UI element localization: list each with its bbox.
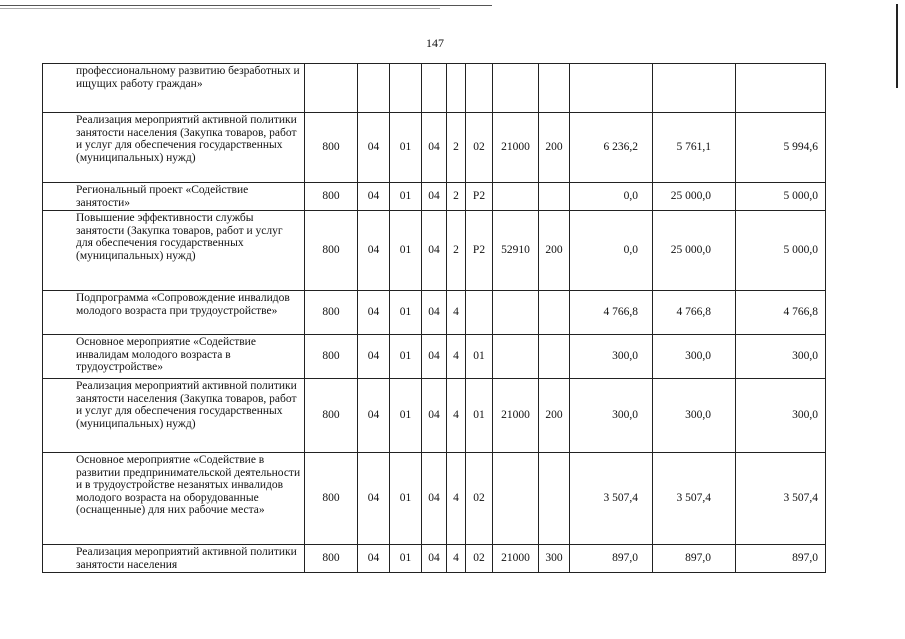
table-row [43, 291, 826, 335]
program-code: 04 [422, 211, 447, 291]
subsection-code: 01 [390, 379, 422, 453]
expense-type-code [539, 335, 570, 379]
amount-year2 [653, 64, 736, 113]
expense-type-code: 300 [539, 545, 570, 573]
amount-year2: 4 766,8 [653, 291, 736, 335]
section-code: 04 [358, 113, 390, 183]
amount-year3: 5 000,0 [736, 183, 826, 211]
amount-year3: 897,0 [736, 545, 826, 573]
amount-year3: 5 994,6 [736, 113, 826, 183]
row-description: Основное мероприятие «Содействие в развитии предпринимательской деятельности и в трудоустройстве незанятых инвалидов молодого возраста на оборудованные (оснащенные) для них рабочие места» [43, 453, 305, 545]
row-description: Реализация мероприятий активной политики занятости населения (Закупка товаров, работ и услуг для обеспечения государственных (муниципальных) нужд) [43, 113, 305, 183]
event-code: 02 [466, 113, 493, 183]
event-code: 02 [466, 453, 493, 545]
subprogram-code [447, 64, 466, 113]
subprogram-code: 4 [447, 291, 466, 335]
row-description: Реализация мероприятий активной политики занятости населения (Закупка товаров, работ и услуг для обеспечения государственных (муниципальных) нужд) [43, 379, 305, 453]
subprogram-code: 2 [447, 183, 466, 211]
amount-year1: 4 766,8 [570, 291, 653, 335]
amount-year3 [736, 64, 826, 113]
section-code [358, 64, 390, 113]
amount-year3: 300,0 [736, 379, 826, 453]
row-description: Основное мероприятие «Содействие инвалидам молодого возраста в трудоустройстве» [43, 335, 305, 379]
row-description: Региональный проект «Содействие занятости» [43, 183, 305, 211]
table-row [43, 113, 826, 183]
event-code [466, 64, 493, 113]
direction-code [493, 291, 539, 335]
admin-code: 800 [305, 335, 358, 379]
amount-year1: 897,0 [570, 545, 653, 573]
subsection-code: 01 [390, 335, 422, 379]
program-code: 04 [422, 183, 447, 211]
budget-table-body [43, 64, 826, 573]
admin-code: 800 [305, 291, 358, 335]
admin-code [305, 64, 358, 113]
program-code: 04 [422, 113, 447, 183]
row-description: Повышение эффективности службы занятости (Закупка товаров, работ и услуг для обеспечения государственных (муниципальных) нужд) [43, 211, 305, 291]
amount-year2: 300,0 [653, 335, 736, 379]
amount-year1: 300,0 [570, 335, 653, 379]
expense-type-code [539, 453, 570, 545]
amount-year2: 25 000,0 [653, 211, 736, 291]
expense-type-code: 200 [539, 113, 570, 183]
amount-year2: 3 507,4 [653, 453, 736, 545]
program-code: 04 [422, 545, 447, 573]
direction-code: 21000 [493, 379, 539, 453]
admin-code: 800 [305, 211, 358, 291]
binding-mark [896, 4, 898, 88]
amount-year2: 300,0 [653, 379, 736, 453]
event-code [466, 291, 493, 335]
subsection-code: 01 [390, 291, 422, 335]
table-row [43, 379, 826, 453]
budget-table [42, 63, 826, 573]
amount-year1: 0,0 [570, 211, 653, 291]
subprogram-code: 4 [447, 379, 466, 453]
subprogram-code: 2 [447, 211, 466, 291]
amount-year2: 897,0 [653, 545, 736, 573]
program-code: 04 [422, 335, 447, 379]
section-code: 04 [358, 291, 390, 335]
section-code: 04 [358, 335, 390, 379]
row-description: профессиональному развитию безработных и ищущих работу граждан» [43, 64, 305, 113]
direction-code: 21000 [493, 113, 539, 183]
section-code: 04 [358, 379, 390, 453]
program-code: 04 [422, 379, 447, 453]
row-description: Подпрограмма «Сопровождение инвалидов молодого возраста при трудоустройстве» [43, 291, 305, 335]
page-number: 147 [426, 36, 444, 50]
section-code: 04 [358, 453, 390, 545]
amount-year3: 3 507,4 [736, 453, 826, 545]
top-rule-faint [0, 8, 440, 9]
direction-code [493, 64, 539, 113]
section-code: 04 [358, 545, 390, 573]
section-code: 04 [358, 183, 390, 211]
expense-type-code [539, 291, 570, 335]
expense-type-code: 200 [539, 379, 570, 453]
subsection-code: 01 [390, 453, 422, 545]
table-row [43, 211, 826, 291]
table-row [43, 183, 826, 211]
amount-year3: 4 766,8 [736, 291, 826, 335]
amount-year1: 3 507,4 [570, 453, 653, 545]
program-code: 04 [422, 453, 447, 545]
subprogram-code: 4 [447, 335, 466, 379]
expense-type-code [539, 183, 570, 211]
expense-type-code [539, 64, 570, 113]
admin-code: 800 [305, 545, 358, 573]
program-code: 04 [422, 291, 447, 335]
amount-year3: 5 000,0 [736, 211, 826, 291]
direction-code: 21000 [493, 545, 539, 573]
subsection-code: 01 [390, 211, 422, 291]
top-rule [0, 5, 492, 6]
subprogram-code: 2 [447, 113, 466, 183]
amount-year1 [570, 64, 653, 113]
table-row [43, 545, 826, 573]
subsection-code: 01 [390, 113, 422, 183]
direction-code [493, 335, 539, 379]
subprogram-code: 4 [447, 453, 466, 545]
table-row [43, 64, 826, 113]
subprogram-code: 4 [447, 545, 466, 573]
admin-code: 800 [305, 453, 358, 545]
event-code: 01 [466, 379, 493, 453]
event-code: P2 [466, 183, 493, 211]
direction-code [493, 453, 539, 545]
event-code: 02 [466, 545, 493, 573]
section-code: 04 [358, 211, 390, 291]
direction-code [493, 183, 539, 211]
amount-year1: 6 236,2 [570, 113, 653, 183]
amount-year2: 25 000,0 [653, 183, 736, 211]
admin-code: 800 [305, 183, 358, 211]
program-code [422, 64, 447, 113]
table-row [43, 335, 826, 379]
amount-year2: 5 761,1 [653, 113, 736, 183]
row-description: Реализация мероприятий активной политики занятости населения [43, 545, 305, 573]
subsection-code: 01 [390, 183, 422, 211]
amount-year3: 300,0 [736, 335, 826, 379]
admin-code: 800 [305, 113, 358, 183]
subsection-code: 01 [390, 545, 422, 573]
event-code: 01 [466, 335, 493, 379]
direction-code: 52910 [493, 211, 539, 291]
subsection-code [390, 64, 422, 113]
event-code: P2 [466, 211, 493, 291]
expense-type-code: 200 [539, 211, 570, 291]
table-row [43, 453, 826, 545]
amount-year1: 0,0 [570, 183, 653, 211]
admin-code: 800 [305, 379, 358, 453]
amount-year1: 300,0 [570, 379, 653, 453]
